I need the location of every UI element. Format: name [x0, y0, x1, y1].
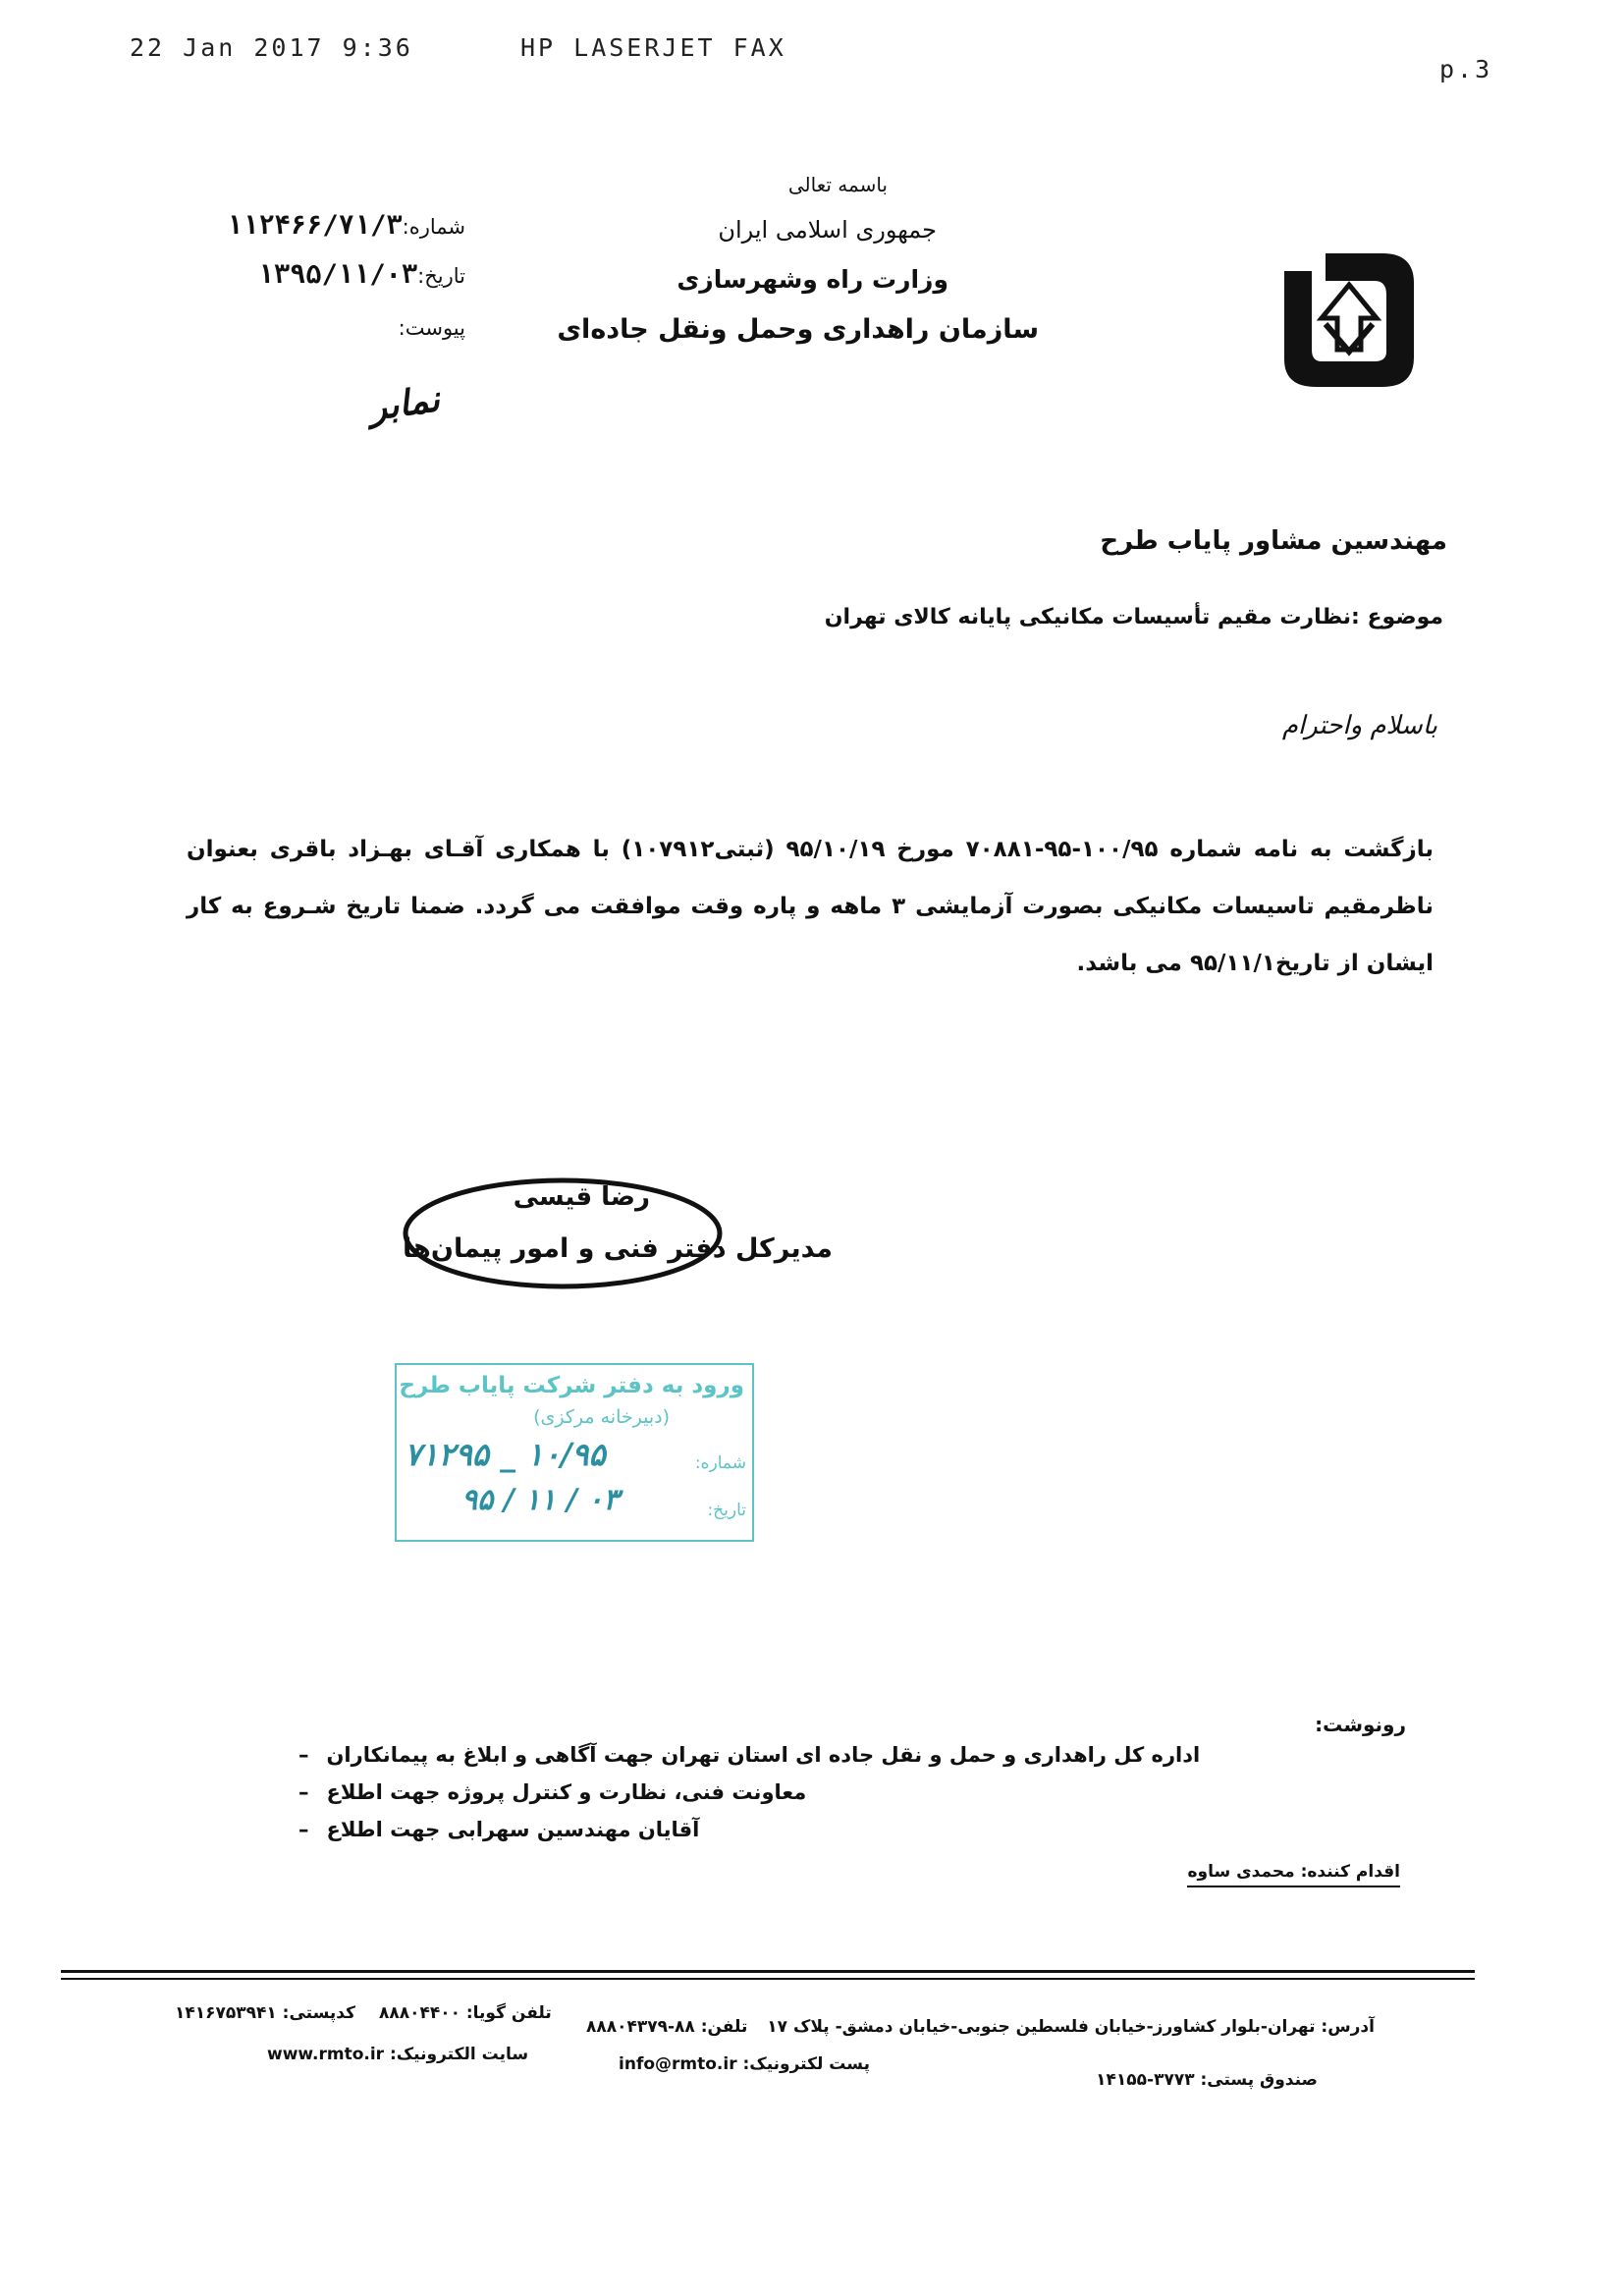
cc-item-text: آقایان مهندسین سهرابی جهت اطلاع [326, 1818, 700, 1841]
stamp-subtitle: (دبیرخانه مرکزی) [533, 1406, 670, 1428]
cc-bullet: – [298, 1818, 309, 1841]
organization-name: سازمان راهداری وحمل ونقل جاده‌ای [557, 314, 1039, 345]
letter-body: بازگشت به نامه شماره ۱۰۰/۹۵-۹۵-۷۰۸۸۱ مورخ ۹۵/۱۰/۱۹ (ثبتی۱۰۷۹۱۲) با همکاری آقـای بهـزاد باقری بعنوان ناظرمقیم تاسیسات مکانیکی بصورت آزمایشی ۳ ماهه و پاره وقت موافقت می گردد. ضمنا تاریخ شـروع به کار ایشان از تاریخ۹۵/۱۱/۱ می باشد. [187, 837, 1435, 976]
fax-page-number: p.3 [1439, 55, 1493, 83]
footer-email[interactable]: پست لکترونیک: info@rmto.ir [619, 2054, 870, 2074]
handwritten-fax-note: نمابر [366, 378, 443, 429]
fax-device: HP LASERJET FAX [520, 33, 786, 62]
letter-number-value: ۱۱۲۴۶۶/۷۱/۳ [226, 210, 403, 241]
stamp-number-label: شماره: [694, 1453, 746, 1473]
letter-date [258, 259, 465, 290]
signer-title: مدیرکل دفتر فنی و امور پیمان‌ها [403, 1233, 833, 1264]
letter-number [227, 210, 465, 241]
attachment-label: پیوست: [398, 316, 465, 340]
footer-website[interactable]: سایت الکترونیک: www.rmto.ir [267, 2045, 529, 2064]
list-item [298, 1736, 1379, 1774]
stamp-date-label: تاریخ: [707, 1501, 746, 1520]
footer-po-box: صندوق پستی: ۳۷۷۳-۱۴۱۵۵ [1096, 2070, 1318, 2090]
country-name: جمهوری اسلامی ایران [718, 216, 937, 244]
footer-address-text: آدرس: تهران-بلوار کشاورز-خیابان فلسطین جنوبی-خیابان دمشق- پلاک ۱۷ [767, 2017, 1375, 2037]
stamp-title: ورود به دفتر شرکت پایاب طرح [399, 1373, 744, 1398]
stamp-date-value: ۹۵ / ۱۱ / ۰۳ [461, 1483, 620, 1517]
invocation: باسمه تعالی [787, 173, 888, 196]
fax-datetime: 22 Jan 2017 9:36 [130, 33, 413, 62]
footer-phone: تلفن: ۸۸-۸۸۸۰۴۳۷۹ [585, 2017, 748, 2037]
list-item [298, 1774, 1379, 1811]
footer-postcode: کدپستی: ۱۴۱۶۷۵۳۹۴۱ [175, 2003, 356, 2023]
cc-list [298, 1736, 1379, 1848]
cc-bullet: – [298, 1743, 309, 1767]
footer-phone-gooya: تلفن گویا: ۸۸۸۰۴۴۰۰ [378, 2003, 552, 2023]
rmto-logo-icon [1267, 242, 1432, 399]
footer-divider [61, 1970, 1475, 1973]
letter-date-value: ۱۳۹۵/۱۱/۰۳ [257, 259, 418, 290]
action-by: اقدام کننده: محمدی ساوه [1187, 1862, 1400, 1887]
received-stamp [395, 1363, 754, 1542]
stamp-number-value: ۷۱۲۹۵ _ ۱۰/۹۵ [405, 1436, 606, 1473]
signer-name: رضا قیسی [513, 1182, 650, 1212]
cc-item-text: معاونت فنی، نظارت و کنترل پروژه جهت اطلاع [326, 1780, 807, 1804]
letter-number-label: شماره: [402, 215, 465, 239]
recipient: مهندسین مشاور پایاب طرح [1100, 526, 1447, 556]
letter-date-label: تاریخ: [417, 264, 465, 288]
cc-bullet: – [298, 1780, 309, 1804]
subject: موضوع :نظارت مقیم تأسیسات مکانیکی پایانه کالای تهران [824, 605, 1443, 629]
list-item [298, 1811, 1379, 1848]
cc-item-text: اداره کل راهداری و حمل و نقل جاده ای استان تهران جهت آگاهی و ابلاغ به پیمانکاران [326, 1743, 1201, 1767]
footer-phone-gooya-group [175, 2003, 552, 2023]
footer-address [586, 2017, 1375, 2037]
footer-divider [61, 1978, 1475, 1980]
cc-heading: رونوشت: [1315, 1713, 1406, 1736]
ministry-name: وزارت راه وشهرسازی [677, 265, 948, 294]
greeting: باسلام واحترام [1281, 711, 1437, 740]
signature-block [401, 1169, 833, 1306]
